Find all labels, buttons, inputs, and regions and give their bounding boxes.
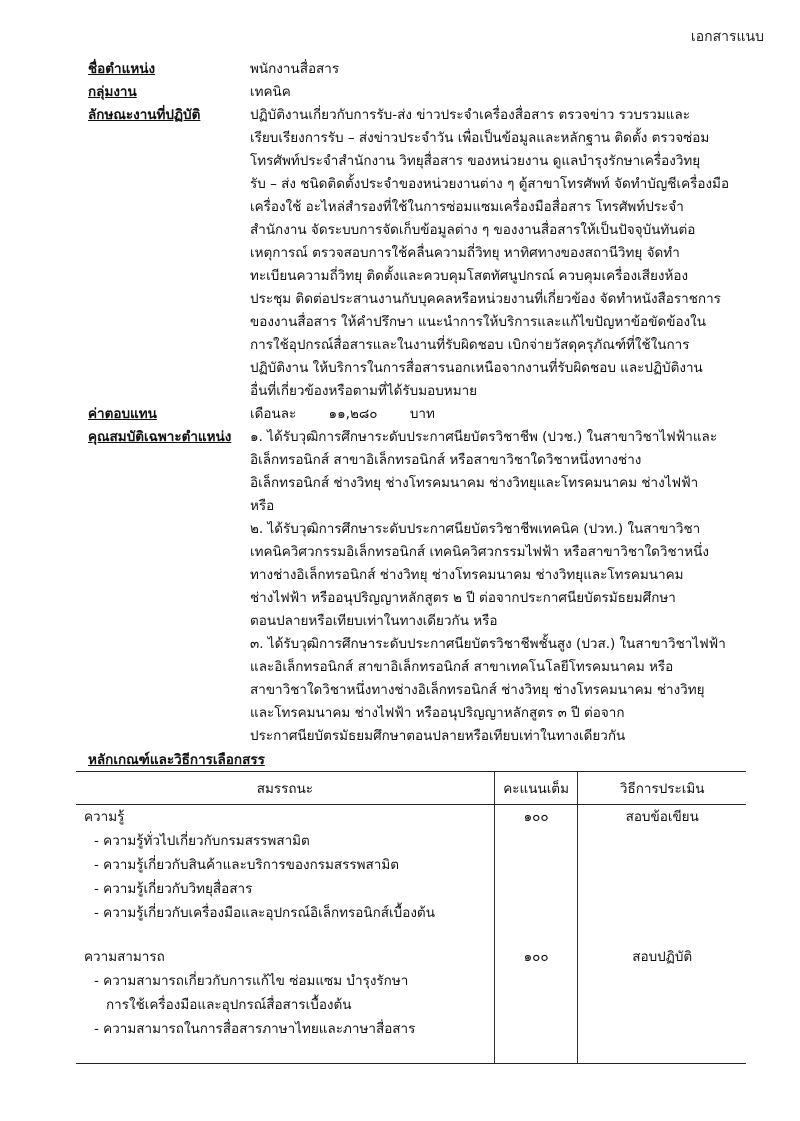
duties-line: เรียบเรียงการรับ – ส่งข่าวประจำวัน เพื่อเป็นข้อมูลและหลักฐาน ติดตั้ง ตรวจซ่อม <box>250 130 710 146</box>
method-cell <box>578 805 746 946</box>
qualification-line: ๓. ได้รับวุฒิการศึกษาระดับประกาศนียบัตรวิชาชีพชั้นสูง (ปวส.) ในสาขาวิชาไฟฟ้า <box>250 636 726 652</box>
selection-criteria-title: หลักเกณฑ์และวิธีการเลือกสรร <box>88 752 265 768</box>
position-title-value: พนักงานสื่อสาร <box>250 61 340 77</box>
score-cell <box>494 805 578 946</box>
pay-prefix: เดือนละ <box>250 406 297 422</box>
competency-ability <box>76 945 494 1064</box>
group-item: - ความสามารถเกี่ยวกับการแก้ไข ซ่อมแซม บำรุงรักษา <box>94 973 409 989</box>
duties-line: ปฏิบัติงาน ให้บริการในการสื่อสารนอกเหนือจากงานที่รับผิดชอบ และปฏิบัติงาน <box>250 360 703 376</box>
qualification-line: และอิเล็กทรอนิกส์ สาขาอิเล็กทรอนิกส์ สาขาเทคโนโลยีโทรคมนาคม หรือ <box>250 659 674 675</box>
compensation-value <box>250 403 778 426</box>
duties-line: ทะเบียนความถี่วิทยุ ติดตั้งและควบคุมโสตทัศนูปกรณ์ ควบคุมเครื่องเสียงห้อง <box>250 268 689 284</box>
duties-line: เหตุการณ์ ตรวจสอบการใช้คลื่นความถี่วิทยุ หาทิศทางของสถานีวิทยุ จัดทำ <box>250 245 680 261</box>
qualifications-label: คุณสมบัติเฉพาะตำแหน่ง <box>88 429 232 445</box>
header-competency: สมรรถนะ <box>76 772 494 805</box>
compensation-label: ค่าตอบแทน <box>88 406 157 422</box>
method-value: สอบปฏิบัติ <box>632 949 693 965</box>
qualifications-row <box>88 426 778 748</box>
qualification-line: หรือ <box>250 498 275 514</box>
group-title: ความสามารถ <box>84 949 165 965</box>
header-full-score: คะแนนเต็ม <box>494 772 578 805</box>
qualification-line: ทางช่างอิเล็กทรอนิกส์ ช่างวิทยุ ช่างโทรคมนาคม ช่างวิทยุและโทรคมนาคม <box>250 567 684 583</box>
competency-knowledge <box>76 805 494 946</box>
table-header-row <box>76 772 746 805</box>
duties-line: การใช้อุปกรณ์สื่อสารและในงานที่รับผิดชอบ เบิกจ่ายวัสดุครุภัณฑ์ที่ใช้ในการ <box>250 337 690 353</box>
duties-line: เครื่องใช้ อะไหล่สำรองที่ใช้ในการซ่อมแซมเครื่องมือสื่อสาร โทรศัพท์ประจำ <box>250 199 684 215</box>
qualification-line: อิเล็กทรอนิกส์ ช่างวิทยุ ช่างโทรคมนาคม ช่างวิทยุและโทรคมนาคม ช่างไฟฟ้า <box>250 475 699 491</box>
group-item: - ความรู้ทั่วไปเกี่ยวกับกรมสรรพสามิต <box>94 833 310 849</box>
duties-text <box>250 104 778 403</box>
table-row <box>76 945 746 1064</box>
pay-unit: บาท <box>409 406 435 422</box>
position-title-label: ชื่อตำแหน่ง <box>88 61 156 77</box>
work-group-value: เทคนิค <box>250 84 291 100</box>
duties-line: รับ – ส่ง ชนิดติดตั้งประจำของหน่วยงานต่าง ๆ ตู้สาขาโทรศัพท์ จัดทำบัญชีเครื่องมือ <box>250 176 730 192</box>
method-value: สอบข้อเขียน <box>625 809 699 825</box>
compensation-row <box>88 403 778 426</box>
duties-line: ของงานสื่อสาร ให้คำปรึกษา แนะนำการให้บริการและแก้ไขปัญหาข้อขัดข้องใน <box>250 314 706 330</box>
group-item: - ความรู้เกี่ยวกับวิทยุสื่อสาร <box>94 881 253 897</box>
work-group-row <box>88 81 778 104</box>
qualification-line: ประกาศนียบัตรมัธยมศึกษาตอนปลายหรือเทียบเท่าในทางเดียวกัน <box>250 728 626 744</box>
qualification-line: สาขาวิชาใดวิชาหนึ่งทางช่างอิเล็กทรอนิกส์ ช่างวิทยุ ช่างโทรคมนาคม ช่างวิทยุ <box>250 682 705 698</box>
qualification-line: เทคนิควิศวกรรมอิเล็กทรอนิกส์ เทคนิควิศวกรรมไฟฟ้า หรือสาขาวิชาใดวิชาหนึ่ง <box>250 544 709 560</box>
pay-amount: ๑๑,๒๘๐ <box>328 406 378 422</box>
qualifications-text <box>250 426 778 748</box>
group-title: ความรู้ <box>84 809 125 825</box>
qualification-line: ตอนปลายหรือเทียบเท่าในทางเดียวกัน หรือ <box>250 613 498 629</box>
work-group-label: กลุ่มงาน <box>88 84 137 100</box>
score-cell <box>494 945 578 1064</box>
table-row <box>76 805 746 946</box>
qualification-line: ๑. ได้รับวุฒิการศึกษาระดับประกาศนียบัตรวิชาชีพ (ปวช.) ในสาขาวิชาไฟฟ้าและ <box>250 429 718 445</box>
duties-line: อื่นที่เกี่ยวข้องหรือตามที่ได้รับมอบหมาย <box>250 383 478 399</box>
score-value: ๑๐๐ <box>523 949 549 965</box>
header-assessment-method: วิธีการประเมิน <box>578 772 746 805</box>
group-item: - ความรู้เกี่ยวกับเครื่องมือและอุปกรณ์อิเล็กทรอนิกส์เบื้องต้น <box>94 905 435 921</box>
duties-line: โทรศัพท์ประจำสำนักงาน วิทยุสื่อสาร ของหน่วยงาน ดูแลบำรุงรักษาเครื่องวิทยุ <box>250 153 701 169</box>
qualification-line: และโทรคมนาคม ช่างไฟฟ้า หรืออนุปริญญาหลักสูตร ๓ ปี ต่อจาก <box>250 705 625 721</box>
group-item: - ความรู้เกี่ยวกับสินค้าและบริการของกรมสรรพสามิต <box>94 857 400 873</box>
position-title-row <box>88 58 778 81</box>
duties-row <box>88 104 778 403</box>
duties-line: ปฏิบัติงานเกี่ยวกับการรับ-ส่ง ข่าวประจำเครื่องสื่อสาร ตรวจข่าว รวบรวมและ <box>250 107 691 123</box>
group-item: - ความสามารถในการสื่อสารภาษาไทยและภาษาสื่อสาร <box>94 1021 416 1037</box>
group-item: การใช้เครื่องมือและอุปกรณ์สื่อสารเบื้องต้น <box>106 997 352 1013</box>
duties-line: สำนักงาน จัดระบบการจัดเก็บข้อมูลต่าง ๆ ของงานสื่อสารให้เป็นปัจจุบันทันต่อ <box>250 222 696 238</box>
qualification-line: อิเล็กทรอนิกส์ สาขาอิเล็กทรอนิกส์ หรือสาขาวิชาใดวิชาหนึ่งทางช่าง <box>250 452 642 468</box>
duties-line: ประชุม ติดต่อประสานงานกับบุคคลหรือหน่วยงานที่เกี่ยวข้อง จัดทำหนังสือราชการ <box>250 291 721 307</box>
score-value: ๑๐๐ <box>523 809 549 825</box>
duties-label: ลักษณะงานที่ปฏิบัติ <box>88 107 201 123</box>
method-cell <box>578 945 746 1064</box>
qualification-line: ช่างไฟฟ้า หรืออนุปริญญาหลักสูตร ๒ ปี ต่อจากประกาศนียบัตรมัธยมศึกษา <box>250 590 676 606</box>
selection-criteria-table <box>76 771 746 1064</box>
attachment-label: เอกสารแนบ <box>690 29 764 45</box>
qualification-line: ๒. ได้รับวุฒิการศึกษาระดับประกาศนียบัตรวิชาชีพเทคนิค (ปวท.) ในสาขาวิชา <box>250 521 701 537</box>
